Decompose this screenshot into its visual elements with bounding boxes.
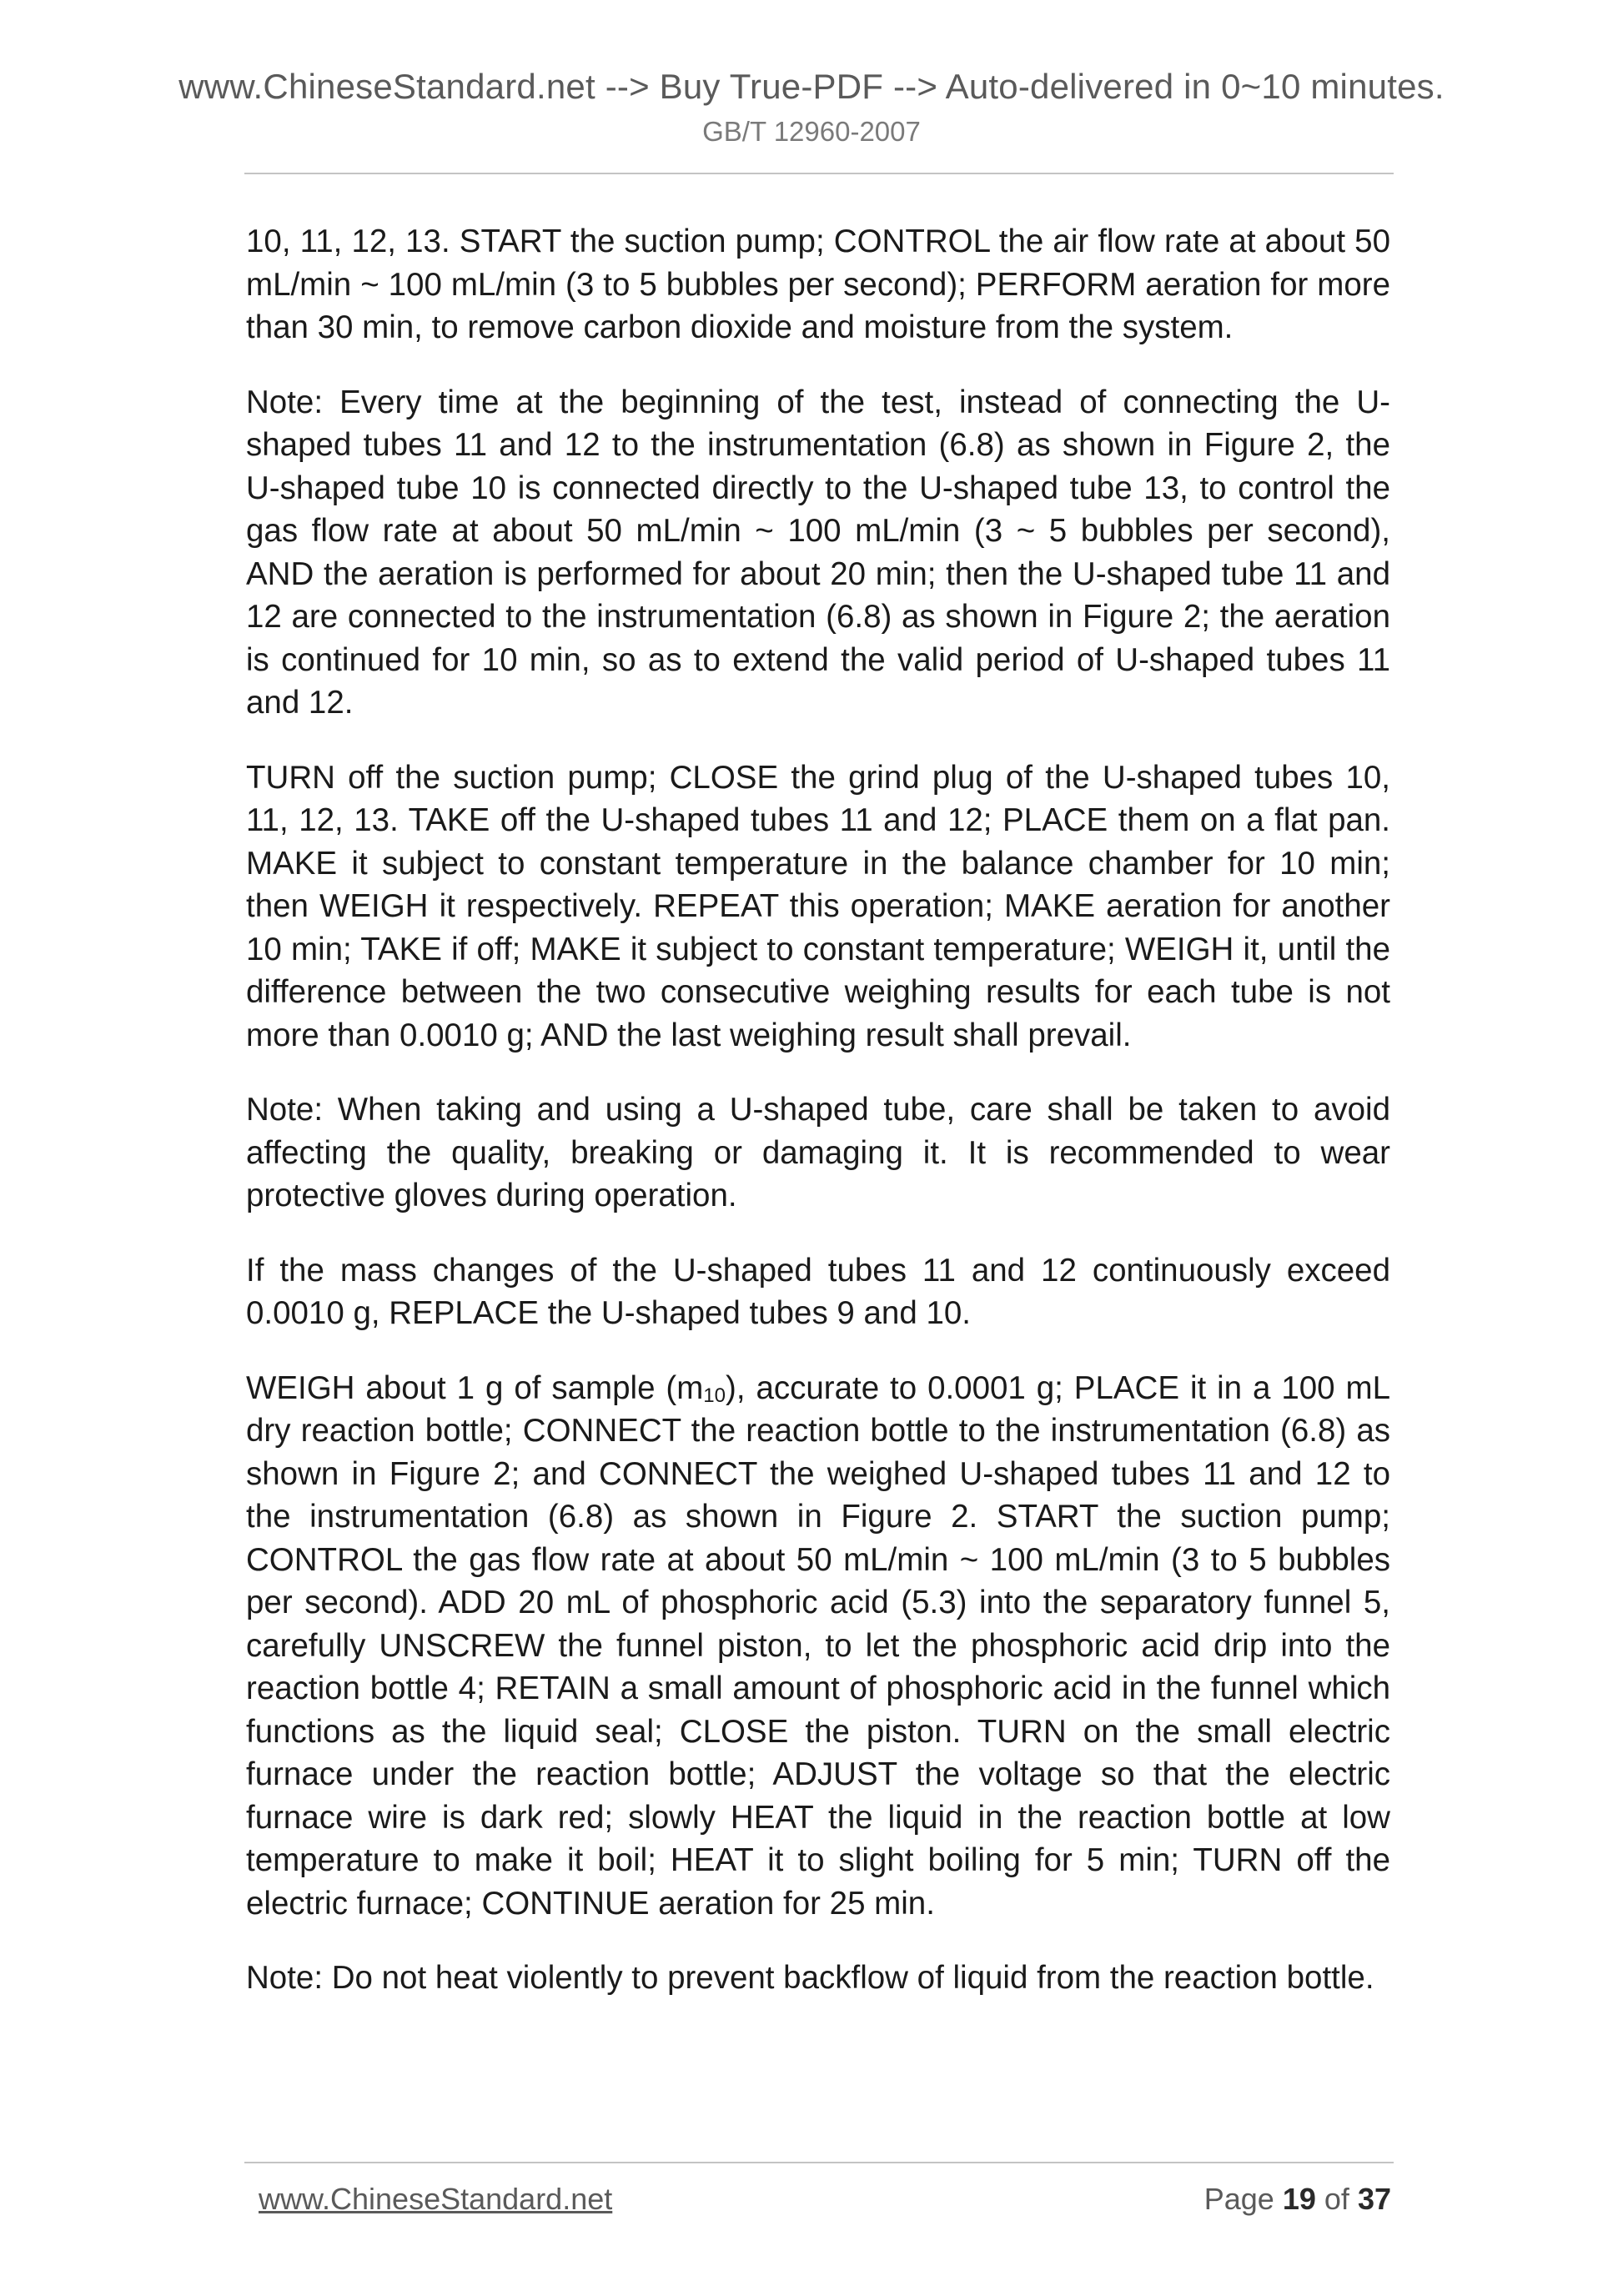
header-divider	[244, 173, 1394, 174]
footer-divider	[244, 2162, 1394, 2163]
paragraph-aeration: 10, 11, 12, 13. START the suction pump; CONTROL the air flow rate at about 50 mL/min ~ 100 mL/min (3 to 5 bubbles per second); PERFORM aeration for more than 30 min, to remove carbon dioxide and moisture from the system.	[246, 224, 1390, 345]
page-number	[1204, 2178, 1391, 2220]
note-valid-period: Note: Every time at the beginning of the test, instead of connecting the U-shaped tubes 11 and 12 to the instrumentation (6.8) as shown in Figure 2, the U-shaped tube 10 is connected directly to the U-shaped tube 13, to control the gas flow rate at about 50 mL/min ~ 100 mL/min (3 ~ 5 bubbles per second), AND the aeration is performed for about 20 min; then the U-shaped tube 11 and 12 are connected to the instrumentation (6.8) as shown in Figure 2; the aeration is continued for 10 min, so as to extend the valid period of U-shaped tubes 11 and 12.	[246, 384, 1390, 721]
paragraph-replace-tubes: If the mass changes of the U-shaped tubes 11 and 12 continuously exceed 0.0010 g, REPLACE the U-shaped tubes 9 and 10.	[246, 1252, 1390, 1331]
page-label: Page	[1203, 2182, 1274, 2216]
note-backflow: Note: Do not heat violently to prevent backflow of liquid from the reaction bottle.	[246, 1960, 1374, 1996]
paragraph-weighing: TURN off the suction pump; CLOSE the grind plug of the U-shaped tubes 10, 11, 12, 13. TAKE off the U-shaped tubes 11 and 12; PLACE them on a flat pan. MAKE it subject to constant temperature in the balance chamber for 10 min; then WEIGH it respectively. REPEAT this operation; MAKE aeration for another 10 min; TAKE if off; MAKE it subject to constant temperature; WEIGH it, until the difference between the two consecutive weighing results for each tube is not more than 0.0010 g; AND the last weighing result shall prevail.	[246, 759, 1390, 1053]
page-total: 37	[1357, 2182, 1391, 2216]
subscript-10: 10	[703, 1384, 726, 1407]
paragraph-procedure	[246, 1367, 1390, 1926]
document-body	[246, 220, 1390, 2032]
footer-website-link[interactable]: www.ChineseStandard.net	[259, 2182, 613, 2216]
procedure-text-rest: ), accurate to 0.0001 g; PLACE it in a 100 mL dry reaction bottle; CONNECT the reaction bottle to the instrumentation (6.8) as shown in Figure 2; and CONNECT the weighed U-shaped tubes 11 and 12 to the instrumentation (6.8) as shown in Figure 2. START the suction pump; CONTROL the gas flow rate at about 50 mL/min ~ 100 mL/min (3 to 5 bubbles per second). ADD 20 mL of phosphoric acid (5.3) into the separatory funnel 5, carefully UNSCREW the funnel piston, to let the phosphoric acid drip into the reaction bottle 4; RETAIN a small amount of phosphoric acid in the funnel which functions as the liquid seal; CLOSE the piston. TURN on the small electric furnace under the reaction bottle; ADJUST the voltage so that the electric furnace wire is dark red; slowly HEAT the liquid in the reaction bottle at low temperature to make it boil; HEAT it to slight boiling for 5 min; TURN off the electric furnace; CONTINUE aeration for 25 min.	[246, 1369, 1391, 1922]
header-banner: www.ChineseStandard.net --> Buy True-PDF --> Auto-delivered in 0~10 minutes.	[178, 67, 1445, 106]
page-header	[0, 63, 1623, 150]
page-current: 19	[1282, 2182, 1316, 2216]
page-of: of	[1324, 2182, 1349, 2216]
procedure-text-start: WEIGH about 1 g of sample (m	[246, 1369, 704, 1406]
standard-id: GB/T 12960-2007	[702, 116, 921, 147]
note-handling: Note: When taking and using a U-shaped tube, care shall be taken to avoid affecting the quality, breaking or damaging it. It is recommended to wear protective gloves during operation.	[246, 1092, 1390, 1213]
